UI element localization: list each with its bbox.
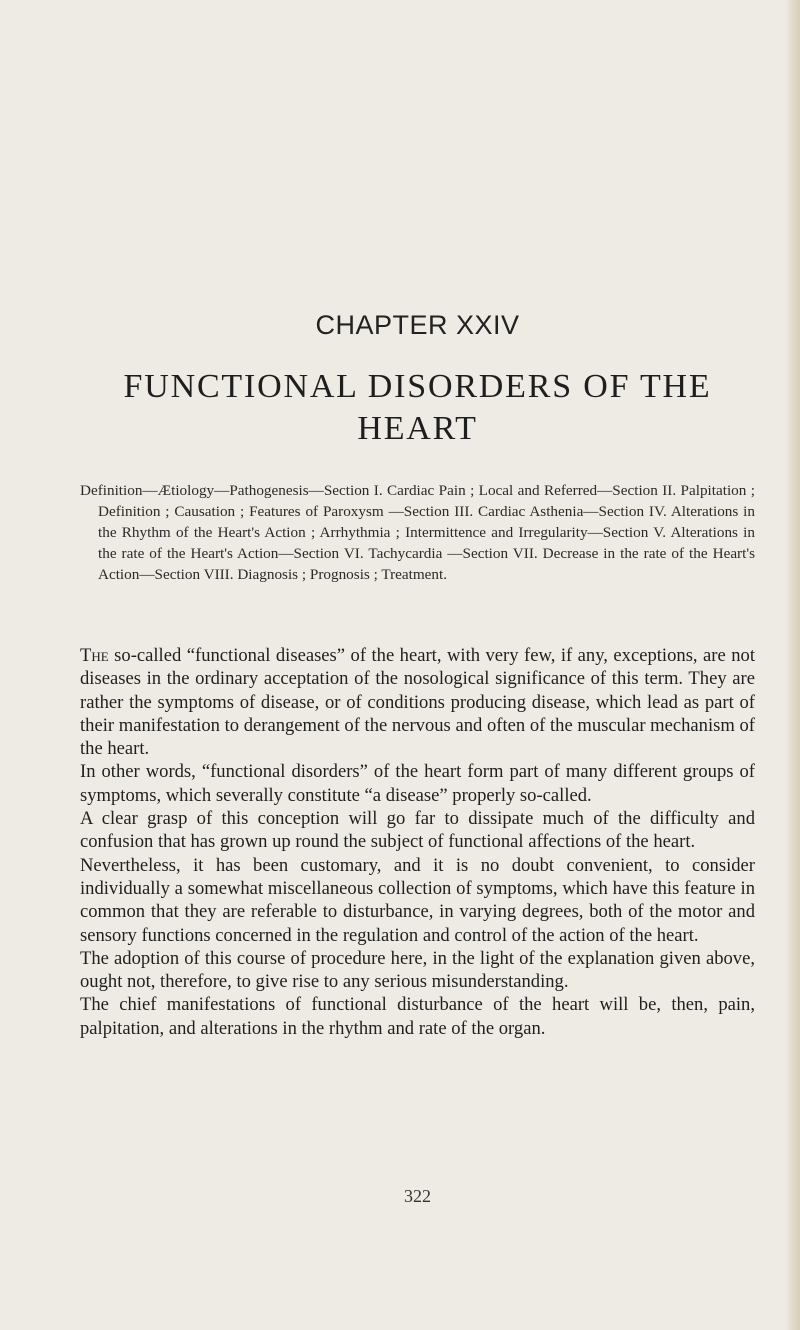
chapter-title-line-1: FUNCTIONAL DISORDERS OF THE bbox=[123, 368, 712, 405]
paragraph-5: The adoption of this course of procedure here, in the light of the explanation given above, ought not, therefore, to give rise to any serious misunderstanding. bbox=[80, 947, 755, 993]
paragraph-1-lead: The bbox=[80, 645, 109, 666]
page-edge-shadow bbox=[786, 0, 800, 1330]
paragraph-4: Nevertheless, it has been customary, and it is no doubt convenient, to consider individually a somewhat miscellaneous collection of symptoms, which have this feature in common that they are referable to disturbance, in varying degrees, both of the motor and sensory functions concerned in the regulation and control of the action of the heart. bbox=[80, 854, 755, 946]
paragraph-6: The chief manifestations of functional disturbance of the heart will be, then, pain, palpitation, and alterations in the rhythm and rate of the organ. bbox=[80, 994, 755, 1039]
chapter-synopsis bbox=[80, 480, 755, 585]
paragraph-3: A clear grasp of this conception will go far to dissipate much of the difficulty and confusion that has grown up round the subject of functional affections of the heart. bbox=[80, 808, 755, 853]
paragraph-1 bbox=[80, 644, 755, 760]
chapter-heading: CHAPTER XXIV bbox=[315, 310, 520, 340]
paragraph-2: In other words, “functional disorders” of the heart form part of many different groups of symptoms, which severally constitute “a disease” properly so-called. bbox=[80, 761, 755, 806]
chapter-title-line-2: HEART bbox=[357, 410, 478, 447]
body-text bbox=[80, 644, 755, 1040]
page-number: 322 bbox=[404, 1186, 431, 1206]
paragraph-1-text: so-called “functional diseases” of the heart, with very few, if any, exceptions, are not diseases in the ordinary acceptation of the nosological significance of this term. They are rather the symptoms of disease, or of conditions producing disease, which lead as part of their manifestation to derangement of the nervous and often of the muscular mechanism of the heart. bbox=[80, 645, 755, 760]
synopsis-text: Definition—Ætiology—Pathogenesis—Section I. Cardiac Pain ; Local and Referred—Section II. Palpitation ; Definition ; Causation ; Features of Paroxysm —Section III. Cardiac Asthenia—Section IV. Alterations in the Rhythm of the Heart's Action ; Arrhythmia ; Intermittence and Irregularity—Section V. Alterations in the rate of the Heart's Action—Section VI. Tachycardia —Section VII. Decrease in the rate of the Heart's Action—Section VIII. Diagnosis ; Prognosis ; Treatment. bbox=[80, 482, 755, 583]
